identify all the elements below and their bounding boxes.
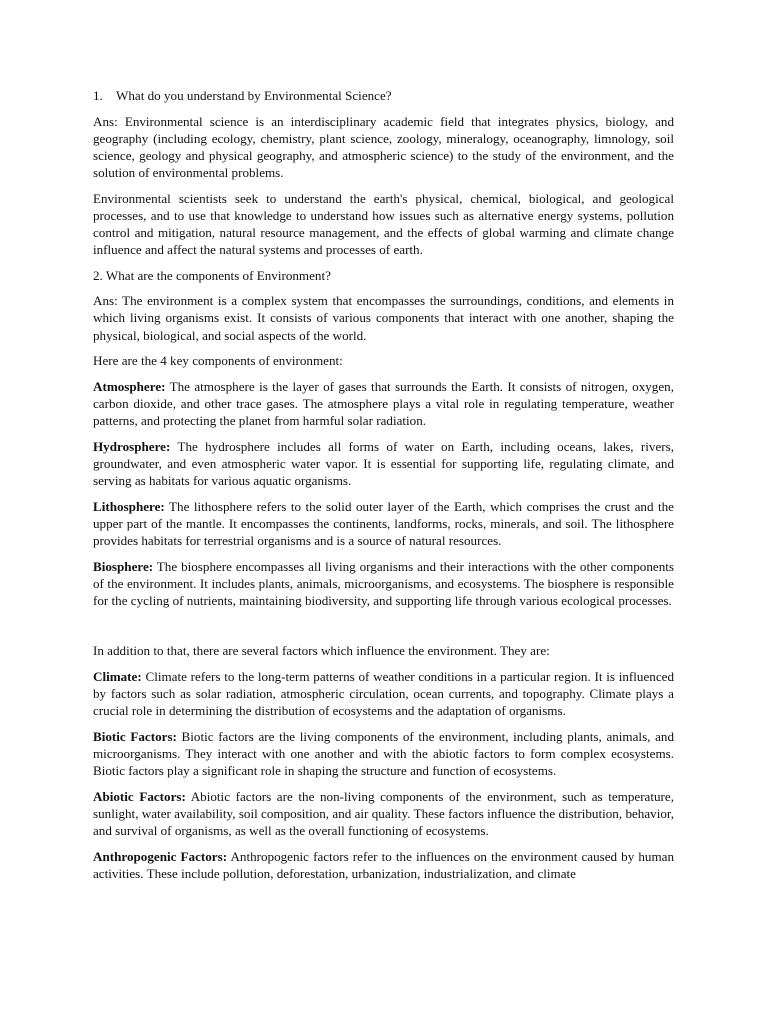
component-description: The atmosphere is the layer of gases that surrounds the Earth. It consists of nitrogen, oxygen, carbon dioxide, and other trace gases. The atmosphere plays a vital role in regulating temperature, weather patterns, and protecting the planet from harmful solar radiation.: [93, 378, 674, 429]
answer-paragraph: Ans: Environmental science is an interdisciplinary academic field that integrates physics, biology, and geography (including ecology, chemistry, plant science, zoology, mineralogy, oceanography, limnology, soil science, geology and physical geography, and atmospheric science) to the study of the environment, and the solution of environmental problems.: [93, 113, 674, 180]
factor-abiotic: [93, 788, 674, 839]
factor-term: Anthropogenic Factors:: [93, 848, 228, 864]
component-lithosphere: [93, 498, 674, 549]
component-term: Atmosphere:: [93, 378, 166, 394]
component-atmosphere: [93, 378, 674, 429]
component-term: Hydrosphere:: [93, 438, 171, 454]
factors-intro: In addition to that, there are several factors which influence the environment. They are:: [93, 643, 550, 659]
component-description: The biosphere encompasses all living organisms and their interactions with the other components of the environment. It includes plants, animals, microorganisms, and ecosystems. The biosphere is responsible for the cycling of nutrients, maintaining biodiversity, and supporting life through various ecological processes.: [93, 558, 674, 608]
factor-biotic: [93, 728, 674, 779]
answer-paragraph: Ans: The environment is a complex system that encompasses the surroundings, conditions, and elements in which living organisms exist. It consists of various components that interact with one another, shaping the physical, biological, and social aspects of the world.: [93, 293, 674, 343]
factor-anthropogenic: [93, 848, 674, 882]
component-term: Lithosphere:: [93, 498, 165, 514]
question-number: 1.: [93, 88, 103, 103]
factor-description: Anthropogenic factors refer to the influences on the environment caused by human activities. These include pollution, deforestation, urbanization, industrialization, and climate: [93, 848, 674, 881]
factor-climate: [93, 668, 674, 719]
factor-term: Biotic Factors:: [93, 728, 177, 744]
factor-description: Climate refers to the long-term patterns of weather conditions in a particular region. It is influenced by factors such as solar radiation, atmospheric circulation, ocean currents, and topography. Climate plays a crucial role in determining the distribution of ecosystems and the adaptation of organisms.: [93, 669, 674, 719]
component-description: The lithosphere refers to the solid outer layer of the Earth, which comprises the crust and the upper part of the mantle. It encompasses the continents, landforms, rocks, minerals, and soil. The lithosphere provides habitats for terrestrial organisms and is a source of natural resources.: [93, 498, 674, 548]
answer-paragraph: Environmental scientists seek to understand the earth's physical, chemical, biological, and geological processes, and to use that knowledge to understand how issues such as alternative energy systems, pollution control and mitigation, natural resource management, and the effects of global warming and climate change influence and affect the natural systems and processes of earth.: [93, 190, 674, 257]
question-2: 2. What are the components of Environment?: [93, 267, 331, 283]
document-page: [93, 87, 674, 890]
components-intro: Here are the 4 key components of environment:: [93, 353, 343, 369]
question-text: What do you understand by Environmental Science?: [116, 88, 392, 103]
component-hydrosphere: [93, 438, 674, 489]
factor-description: Biotic factors are the living components of the environment, including plants, animals, and microorganisms. They interact with one another and with the abiotic factors to form complex ecosystems. Biotic factors play a significant role in shaping the structure and function of ecosystems.: [93, 728, 674, 779]
factor-description: Abiotic factors are the non-living components of the environment, such as temperature, sunlight, water availability, soil composition, and air quality. These factors influence the distribution, behavior, and survival of organisms, as well as the overall functioning of ecosystems.: [93, 788, 674, 838]
component-description: The hydrosphere includes all forms of water on Earth, including oceans, lakes, rivers, groundwater, and even atmospheric water vapor. It is essential for supporting life, regulating climate, and serving as habitats for various aquatic organisms.: [93, 438, 674, 488]
component-biosphere: [93, 558, 674, 609]
factor-term: Climate:: [93, 669, 142, 685]
component-term: Biosphere:: [93, 558, 154, 574]
question-1: [93, 87, 674, 104]
blank-line: [93, 617, 674, 642]
factor-term: Abiotic Factors:: [93, 788, 186, 804]
